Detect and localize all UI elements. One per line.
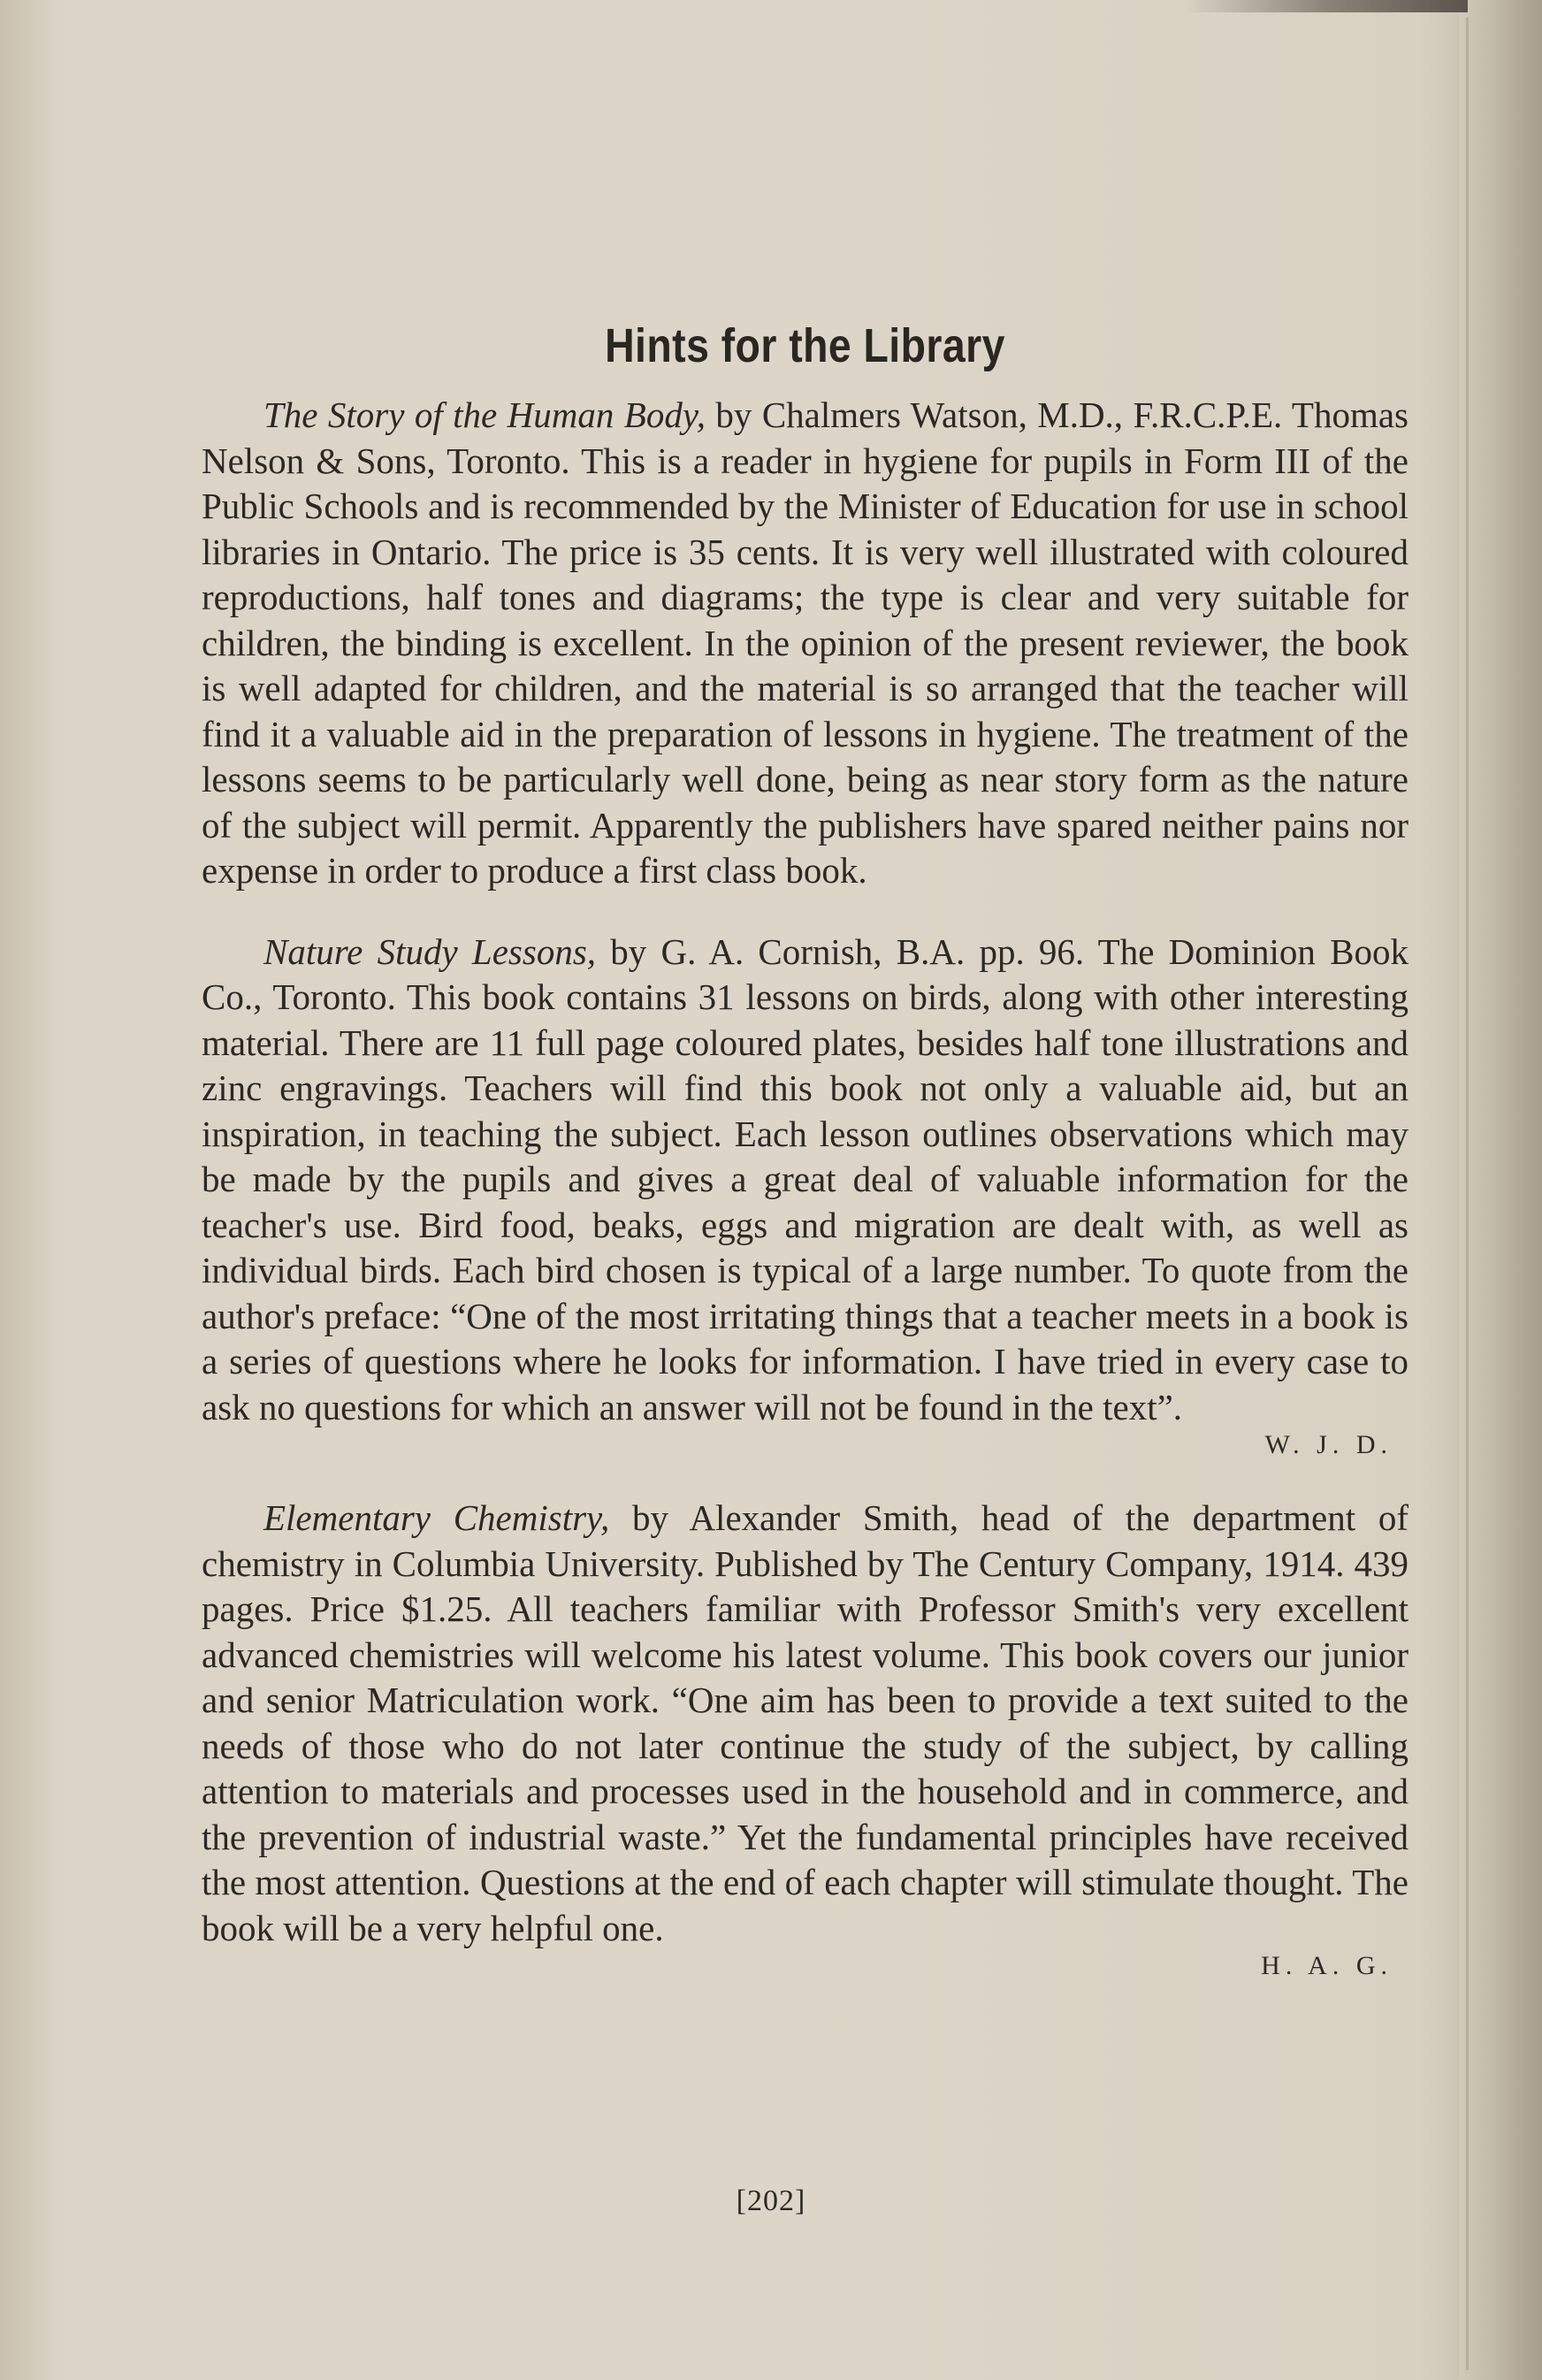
review-nature-study bbox=[202, 930, 1408, 1461]
page-fold bbox=[1466, 18, 1469, 2370]
page-right-edge bbox=[1459, 0, 1542, 2380]
review-text bbox=[202, 393, 1408, 894]
review-body: by G. A. Cornish, B.A. pp. 96. The Dominion Book Co., Toronto. This book contains 31 lessons on birds, along with other interesting material. There are 11 full page coloured plates, besides half tone illustrations and zinc engravings. Teachers will find this book not only a valuable aid, but an inspiration, in teaching the subject. Each lesson outlines observations which may be made by the pupils and gives a great deal of valuable information for the teacher's use. Bird food, beaks, eggs and migration are dealt with, as well as individual birds. Each bird chosen is typical of a large number. To quote from the author's preface: “One of the most irritating things that a teacher meets in a book is a series of questions where he looks for information. I have tried in every case to ask no questions for which an answer will not be found in the text”. bbox=[202, 930, 1409, 1427]
page-title: Hints for the Library bbox=[605, 319, 1005, 372]
page-left-edge bbox=[0, 0, 53, 2380]
review-text bbox=[202, 1496, 1408, 1951]
reviewer-initials: W. J. D. bbox=[1264, 1430, 1393, 1459]
book-title: The Story of the Human Body, bbox=[263, 394, 706, 435]
book-title: Elementary Chemistry, bbox=[263, 1497, 610, 1538]
review-body: by Alexander Smith, head of the department of chemistry in Columbia University. Published by The Century Company, 1914. 439 pages. Price $1.25. All teachers familiar with Professor Smith's very excellent advanced chemistries will welcome his latest volume. This book covers our junior and senior Matriculation work. “One aim has been to provide a text suited to the needs of those who do not later continue the study of the subject, by calling attention to materials and processes used in the household and in commerce, and the prevention of industrial waste.” Yet the fundamental principles have received the most attention. Questions at the end of each chapter will stimulate thought. The book will be a very helpful one. bbox=[202, 1497, 1408, 1948]
review-text bbox=[202, 930, 1408, 1431]
review-human-body bbox=[202, 393, 1408, 894]
page-number: [202] bbox=[736, 2185, 806, 2217]
review-elementary-chemistry bbox=[202, 1496, 1408, 1981]
review-body: by Chalmers Watson, M.D., F.R.C.P.E. Thomas Nelson & Sons, Toronto. This is a reader in hygiene for pupils in Form III of the Public Schools and is recommended by the Minister of Education for use in school libraries in Ontario. The price is 35 cents. It is very well illustrated with coloured reproductions, half tones and diagrams; the type is clear and very suitable for children, the binding is excellent. In the opinion of the present reviewer, the book is well adapted for children, and the material is so arranged that the teacher will find it a valuable aid in the preparation of lessons in hygiene. The treatment of the lessons seems to be particularly well done, being as near story form as the nature of the subject will permit. Apparently the publishers have spared neither pains nor expense in order to produce a first class book. bbox=[202, 394, 1408, 891]
page-corner-shadow bbox=[1185, 0, 1468, 12]
page-content bbox=[202, 318, 1408, 2016]
reviewer-initials: H. A. G. bbox=[1261, 1951, 1393, 1980]
book-title: Nature Study Lessons, bbox=[263, 930, 597, 972]
